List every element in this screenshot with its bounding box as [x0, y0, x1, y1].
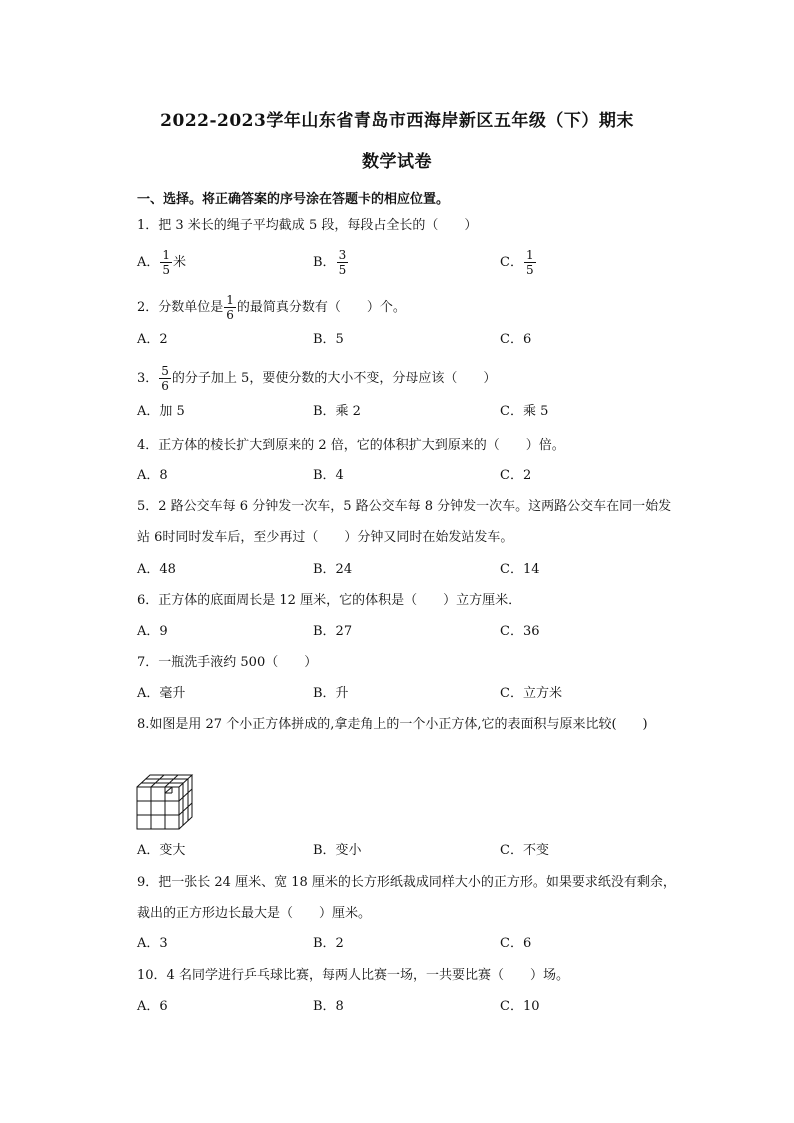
- question-10-option-c: C．10: [500, 999, 540, 1014]
- question-2-stem: 2．分数单位是 $\frac{1}{6}$ 的最简真分数有（ ）个。: [137, 293, 406, 322]
- question-6-option-c: C．36: [500, 624, 540, 639]
- question-9-option-c: C．6: [500, 936, 532, 951]
- question-1-option-a: A． $\frac{1}{5}$ 米: [137, 248, 187, 277]
- exam-title-line2: 数学试卷: [362, 152, 432, 172]
- question-6-option-a: A．9: [137, 624, 168, 639]
- question-4-option-c: C．2: [500, 468, 532, 483]
- question-3-option-b: B．乘 2: [313, 404, 361, 419]
- section-heading: 一、选择。将正确答案的序号涂在答题卡的相应位置。: [137, 192, 450, 207]
- question-5-option-b: B．24: [313, 562, 353, 577]
- question-2-option-c: C．6: [500, 332, 532, 347]
- fraction: $\frac{5}{6}$: [161, 364, 169, 393]
- question-4-stem: 4．正方体的棱长扩大到原来的 2 倍，它的体积扩大到原来的（ ）倍。: [137, 438, 565, 453]
- question-9-option-a: A．3: [137, 936, 168, 951]
- fraction: $\frac{3}{5}$: [338, 248, 347, 277]
- question-6-stem: 6．正方体的底面周长是 12 厘米，它的体积是（ ）立方厘米．: [137, 593, 522, 608]
- question-4-option-a: A．8: [137, 468, 168, 483]
- question-6-option-b: B．27: [313, 624, 353, 639]
- question-7-option-a: A．毫升: [137, 686, 186, 701]
- question-9-stem-line1: 9．把一张长 24 厘米、宽 18 厘米的长方形纸裁成同样大小的正方形。如果要求纸没有剩余，: [137, 875, 676, 890]
- question-4-option-b: B．4: [313, 468, 344, 483]
- question-5-stem-line2: 站 6时同时发车后，至少再过（ ）分钟又同时在始发站发车。: [137, 530, 514, 545]
- question-2-option-a: A．2: [137, 332, 168, 347]
- question-10-stem: 10．4 名同学进行乒乓球比赛，每两人比赛一场，一共要比赛（ ）场。: [137, 968, 569, 983]
- question-8-option-a: A．变大: [137, 843, 186, 858]
- question-1-option-b: B． $\frac{3}{5}$: [313, 248, 347, 277]
- fraction: $\frac{1}{6}$: [226, 293, 234, 322]
- question-1-option-c: C． $\frac{1}{5}$: [500, 248, 534, 277]
- question-8-option-c: C．不变: [500, 843, 549, 858]
- question-3-option-a: A．加 5: [137, 404, 185, 419]
- question-5-option-a: A．48: [137, 562, 176, 577]
- question-5-stem-line1: 5．2 路公交车每 6 分钟发一次车，5 路公交车每 8 分钟发一次车。这两路公交车在同一始发: [137, 499, 672, 514]
- question-7-option-c: C．立方米: [500, 686, 562, 701]
- question-2-option-b: B．5: [313, 332, 344, 347]
- question-10-option-b: B．8: [313, 999, 344, 1014]
- question-3-option-c: C．乘 5: [500, 404, 549, 419]
- exam-title-line1: 2022-2023学年山东省青岛市西海岸新区五年级（下）期末: [160, 111, 634, 131]
- question-8-stem: 8.如图是用 27 个小正方体拼成的,拿走角上的一个小正方体,它的表面积与原来比较( ): [137, 717, 648, 732]
- question-9-stem-line2: 裁出的正方形边长最大是（ ）厘米。: [137, 906, 372, 921]
- question-8-option-b: B．变小: [313, 843, 362, 858]
- cube-figure: [136, 773, 194, 831]
- question-1-stem: 1．把 3 米长的绳子平均截成 5 段，每段占全长的（ ）: [137, 218, 478, 233]
- fraction: $\frac{1}{5}$: [162, 248, 171, 277]
- fraction: $\frac{1}{5}$: [525, 248, 534, 277]
- question-5-option-c: C．14: [500, 562, 540, 577]
- question-7-option-b: B．升: [313, 686, 349, 701]
- question-10-option-a: A．6: [137, 999, 168, 1014]
- question-9-option-b: B．2: [313, 936, 344, 951]
- question-3-stem: 3． $\frac{5}{6}$ 的分子加上 5，要使分数的大小不变，分母应该（ ）: [137, 364, 497, 393]
- question-7-stem: 7．一瓶洗手液约 500（ ）: [137, 655, 318, 670]
